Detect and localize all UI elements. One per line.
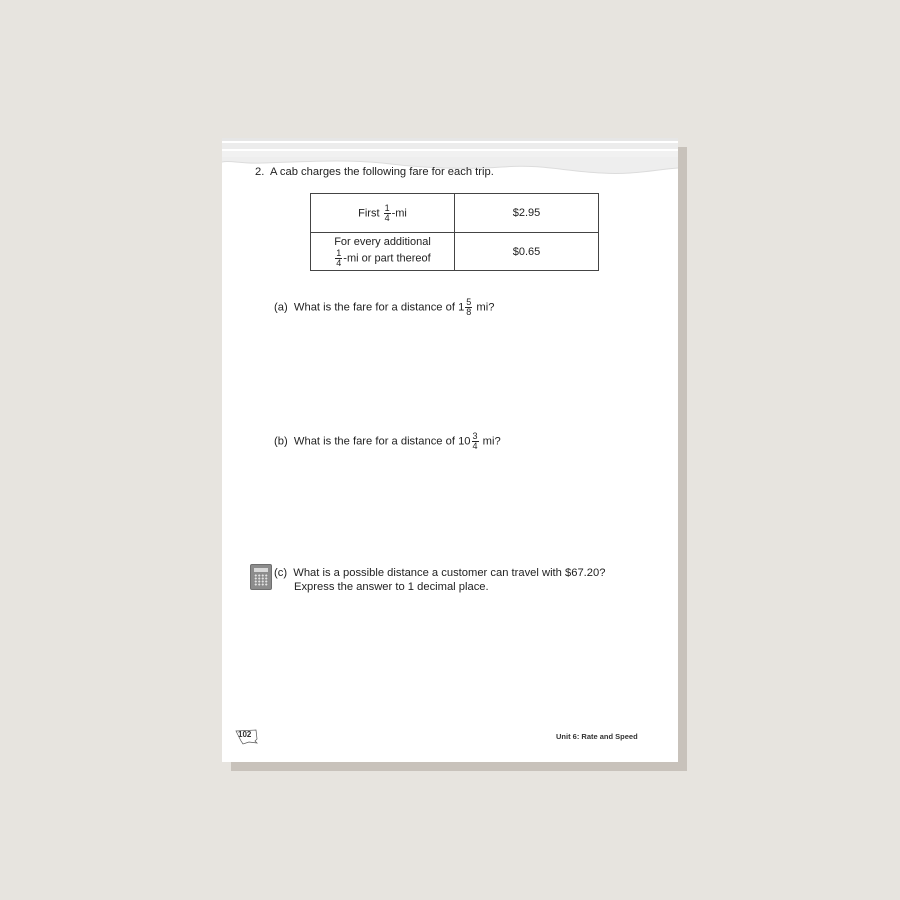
page-number: 102 <box>238 730 252 739</box>
fraction <box>335 249 342 268</box>
fraction-denominator: 8 <box>466 307 472 317</box>
unit-title: Unit 6: Rate and Speed <box>556 732 638 741</box>
mile-unit: -mi <box>391 206 407 219</box>
part-c-question <box>274 566 605 580</box>
part-b-unit: mi? <box>482 435 501 448</box>
fraction-numerator: 3 <box>472 431 478 441</box>
fare-value-cell: $2.95 <box>455 194 599 233</box>
part-b-text: What is the fare for a distance of 10 <box>293 435 471 448</box>
part-b-label: (b) <box>274 435 288 448</box>
fare-value-cell: $0.65 <box>455 233 599 271</box>
fraction-denominator: 4 <box>336 257 342 268</box>
fare-table <box>310 193 599 271</box>
additional-label-line2 <box>315 249 450 268</box>
question-2-stem <box>255 165 494 179</box>
part-c-label: (c) <box>274 567 288 579</box>
part-a-label: (a) <box>274 301 288 314</box>
fraction-numerator: 1 <box>384 202 390 213</box>
part-c-line2: Express the answer to 1 decimal place. <box>294 581 489 593</box>
fraction <box>465 298 472 317</box>
table-row <box>311 233 599 271</box>
fare-label-cell <box>311 233 455 271</box>
fraction-numerator: 5 <box>466 297 472 307</box>
part-a-text: What is the fare for a distance of 1 <box>293 301 465 314</box>
part-b-question <box>274 432 501 451</box>
page-number-tab-icon <box>235 729 259 745</box>
table-row <box>311 194 599 233</box>
question-number: 2. <box>255 166 265 178</box>
calculator-keys <box>254 574 268 586</box>
part-thereof-label: -mi or part thereof <box>343 251 431 264</box>
calculator-icon <box>250 564 272 590</box>
fraction-numerator: 1 <box>336 247 342 258</box>
calculator-screen <box>254 568 268 572</box>
part-a-question <box>274 298 494 317</box>
fare-label-cell <box>311 194 455 233</box>
worksheet-page <box>222 138 678 762</box>
first-label: First <box>358 206 380 219</box>
question-stem-text: A cab charges the following fare for each trip. <box>269 166 494 178</box>
part-c-line1: What is a possible distance a customer can travel with $67.20? <box>293 567 606 579</box>
fraction-denominator: 4 <box>472 441 478 451</box>
fraction <box>384 204 391 223</box>
additional-label: For every additional <box>334 235 431 248</box>
fraction-denominator: 4 <box>384 212 390 223</box>
part-a-unit: mi? <box>476 301 495 314</box>
fraction <box>472 432 479 451</box>
